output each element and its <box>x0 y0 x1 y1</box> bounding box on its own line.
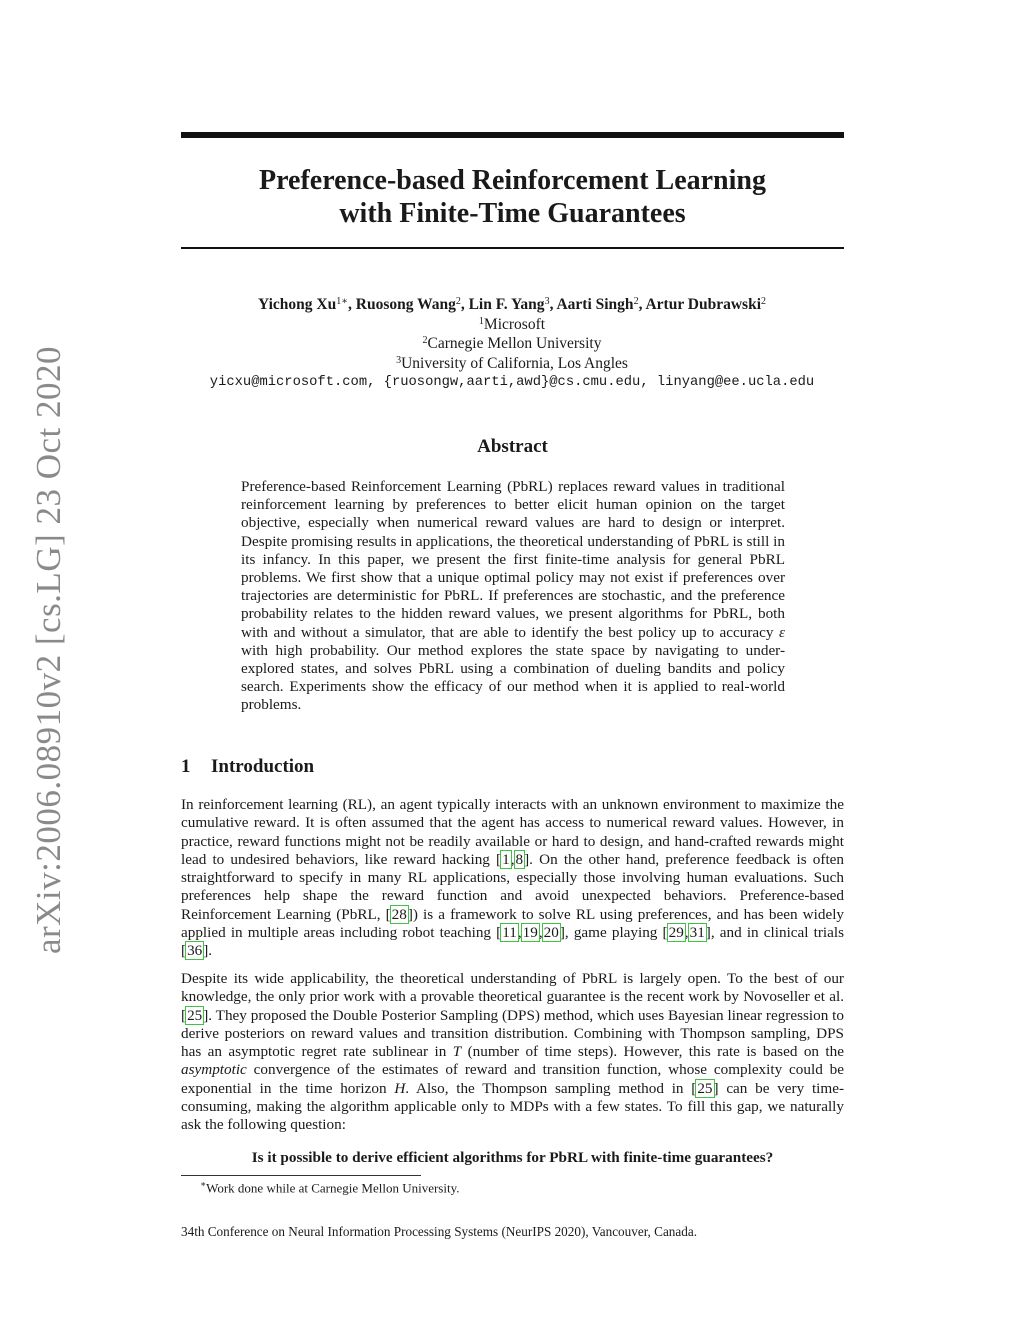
citation-link[interactable]: 11 <box>502 924 517 942</box>
title-top-rule <box>181 132 844 138</box>
footnote: ∗Work done while at Carnegie Mellon University. <box>200 1179 460 1196</box>
citation-link[interactable]: 1 <box>502 850 510 868</box>
affiliation-mark: 2 <box>455 296 461 307</box>
footnote-rule <box>181 1175 421 1176</box>
section-heading-introduction <box>181 756 314 778</box>
citation-link[interactable]: 8 <box>515 850 524 868</box>
citation-link[interactable]: 29 <box>668 924 684 942</box>
venue-footer: 34th Conference on Neural Information Processing Systems (NeurIPS 2020), Vancouver, Canada. <box>181 1224 697 1239</box>
section-title: Introduction <box>211 756 315 777</box>
author-list: Yichong $Xu^{1∗}$, Ruosong Wang$^2$, Lin F. Yang$^3$, Aarti Singh$^2$, Artur Dubrawski$^2$ <box>257 296 767 313</box>
emphasis-asymptotic: asymptotic <box>181 1061 247 1079</box>
author-block <box>150 295 874 393</box>
citation-link[interactable]: 25 <box>697 1079 713 1097</box>
citation-link[interactable]: 28 <box>391 905 407 923</box>
author-name: Artur Dubrawski <box>645 296 762 313</box>
author-name: Ruosong Wang <box>355 296 456 313</box>
affiliation-mark: 1 <box>336 296 342 307</box>
footnote-mark: ∗ <box>200 1179 207 1189</box>
citation-link[interactable]: 25 <box>187 1006 203 1024</box>
abstract-heading: Abstract <box>477 436 548 457</box>
variable-T: T <box>452 1043 462 1061</box>
citation-link[interactable]: 20 <box>543 924 559 942</box>
variable-H: H <box>394 1079 406 1097</box>
footnote-mark: ∗ <box>341 296 349 307</box>
affiliation-1: $^1$Microsoft <box>478 315 546 333</box>
title-bottom-rule <box>181 247 844 249</box>
affiliation-3: $^3$University of California, Los Angles <box>396 354 628 372</box>
affiliation-mark: 2 <box>761 296 767 307</box>
citation-link[interactable]: 19 <box>522 924 538 942</box>
affiliation-mark: 3 <box>544 296 550 307</box>
affiliation-mark: 2 <box>633 296 639 307</box>
author-emails: yicxu@microsoft.com, {ruosongw,aarti,awd}@cs.cmu.edu, linyang@ee.ucla.edu <box>209 375 815 390</box>
title-line-2: with Finite-Time Guarantees <box>339 198 686 229</box>
author-name: Aarti Singh <box>556 296 634 313</box>
citation-link[interactable]: 31 <box>689 924 705 942</box>
paper-title <box>181 164 844 230</box>
arxiv-side-stamp: arXiv:2006.08910v2 [cs.LG] 23 Oct 2020 <box>29 345 68 955</box>
affiliation-2: $^2$Carnegie Mellon University <box>422 335 602 352</box>
title-line-1: Preference-based Reinforcement Learning <box>259 165 766 196</box>
intro-paragraph-1: In reinforcement learning (RL), an agent typically interacts with an unknown environment to maximize the cumulative reward. It is often assumed that the agent has access to numerical reward values. However, in practice, reward functions might not be readily available or hard to design, and hand-crafted rewards might lead to undesired behaviors, like reward hacking [1,8]. On the other hand, preference feedback is often straightforward to specify in many RL applications, especially those involving human evaluations. Such preferences help shape the reward function and avoid unexpected behaviors. Preference-based Reinforcement Learning (PbRL, [28]) is a framework to solve RL using preferences, and has been widely applied in multiple areas including robot teaching [11,19,20], game playing [29,31], and in clinical trials [36]. <box>181 796 845 960</box>
author-name: Yichong Xu <box>257 296 337 313</box>
abstract-text: Preference-based Reinforcement Learning (PbRL) replaces reward values in traditional reinforcement learning by preferences to better elicit human opinion on the target objective, especially when numerical reward values are hard to design or interpret. Despite promising results in applications, the theoretical understanding of PbRL is still in its infancy. In this paper, we present the first finite-time analysis for general PbRL problems. We first show that a unique optimal policy may not exist if preferences over trajectories are deterministic for PbRL. If preferences are stochastic, and the preference probability relates to the hidden reward values, we present algorithms for PbRL, both with and without a simulator, that are able to identify the best policy up to accuracy ε with high probability. Our method explores the state space by navigating to under-explored states, and solves PbRL using a combination of dueling bandits and policy search. Experiments show the efficacy of our method when it is applied to real-world problems. <box>241 478 785 714</box>
intro-paragraph-2: Despite its wide applicability, the theoretical understanding of PbRL is largely open. To the best of our knowledge, the only prior work with a provable theoretical guarantee is the recent work by Novoseller et al. [25]. They proposed the Double Posterior Sampling (DPS) method, which uses Bayesian linear regression to derive posteriors on reward values and transition distribution. Combining with Thompson sampling, DPS has an asymptotic regret rate sublinear in T (number of time steps). However, this rate is based on the asymptotic convergence of the estimates of reward and transition function, whose complexity could be exponential in the time horizon H. Also, the Thompson sampling method in [25] can be very time-consuming, making the algorithm applicable only to MDPs with a few states. To fill this gap, we naturally ask the following question: <box>181 970 844 1134</box>
epsilon-symbol: ε <box>779 623 785 641</box>
research-question: Is it possible to derive efficient algorithms for PbRL with finite-time guarantees? <box>251 1149 774 1166</box>
section-number: 1 <box>181 756 191 777</box>
author-name: Lin F. Yang <box>468 296 545 313</box>
citation-link[interactable]: 36 <box>187 942 203 960</box>
